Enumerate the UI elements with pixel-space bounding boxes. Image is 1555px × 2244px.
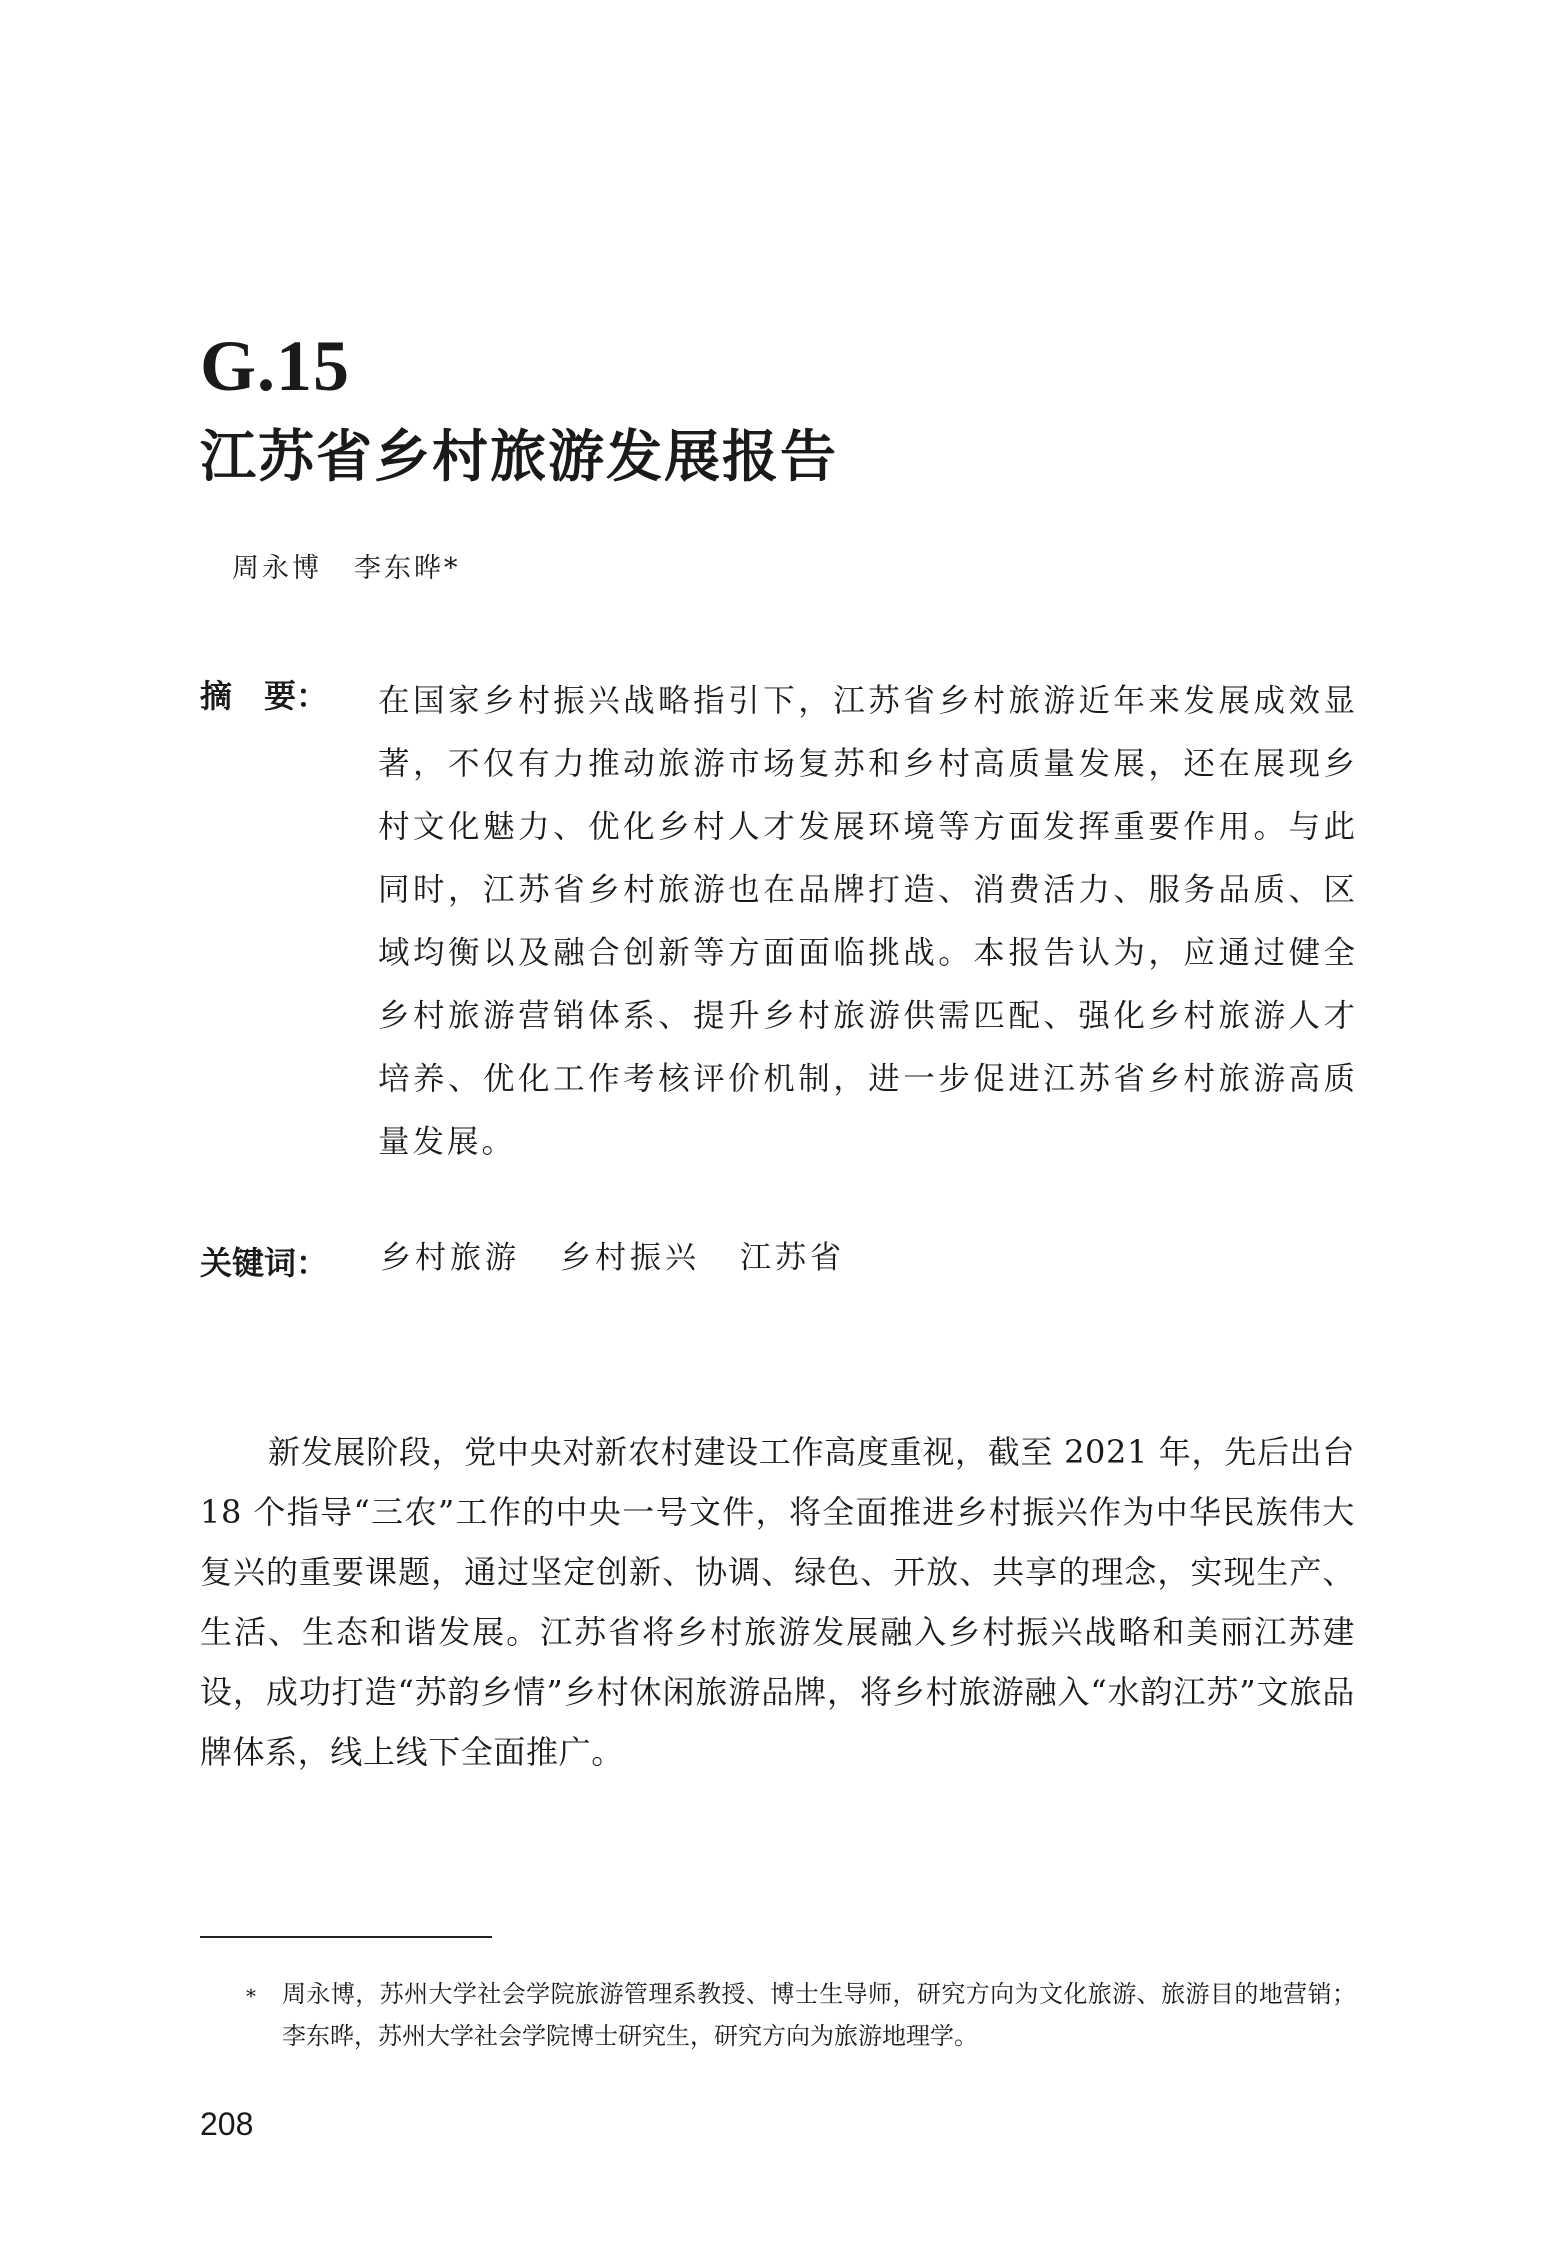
- author-line: [232, 555, 461, 582]
- keyword-item: 乡村振兴: [560, 1240, 700, 1276]
- footnote-text: 周永博，苏州大学社会学院旅游管理系教授、博士生导师，研究方向为文化旅游、旅游目的地营销；李东晔，苏州大学社会学院博士研究生，研究方向为旅游地理学。: [282, 1980, 1356, 2050]
- keywords-label: 关键词：: [200, 1244, 329, 1282]
- page-title: 江苏省乡村旅游发展报告: [200, 425, 838, 490]
- body-paragraph: 新发展阶段，党中央对新农村建设工作高度重视，截至 2021 年，先后出台 18 个指导“三农”工作的中央一号文件，将全面推进乡村振兴作为中华民族伟大复兴的重要课题，通过坚定创新、协调、绿色、开放、共享的理念，实现生产、生活、生态和谐发展。江苏省将乡村旅游发展融入乡村振兴战略和美丽江苏建设，成功打造“苏韵乡情”乡村休闲旅游品牌，将乡村旅游融入“水韵江苏”文旅品牌体系，线上线下全面推广。: [200, 1433, 1355, 1771]
- chapter-code: G.15: [200, 326, 351, 406]
- abstract-text: 在国家乡村振兴战略指引下，江苏省乡村旅游近年来发展成效显著，不仅有力推动旅游市场复苏和乡村高质量发展，还在展现乡村文化魅力、优化乡村人才发展环境等方面发挥重要作用。与此同时，江苏省乡村旅游也在品牌打造、消费活力、服务品质、区域均衡以及融合创新等方面面临挑战。本报告认为，应通过健全乡村旅游营销体系、提升乡村旅游供需匹配、强化乡村旅游人才培养、优化工作考核评价机制，进一步促进江苏省乡村旅游高质量发展。: [378, 683, 1358, 1160]
- page-number: 208: [200, 2106, 254, 2142]
- abstract-label: 摘 要：: [200, 677, 329, 715]
- footnote-divider: [200, 1936, 492, 1938]
- author-name-first: 周永博: [232, 553, 322, 584]
- keyword-item: 江苏省: [740, 1240, 845, 1276]
- author-footnote-marker: *: [444, 553, 461, 584]
- keywords-list: [380, 1240, 845, 1276]
- author-name-second: 李东晔: [354, 553, 444, 584]
- footnote-marker: *: [246, 1984, 256, 2008]
- keyword-item: 乡村旅游: [380, 1240, 520, 1276]
